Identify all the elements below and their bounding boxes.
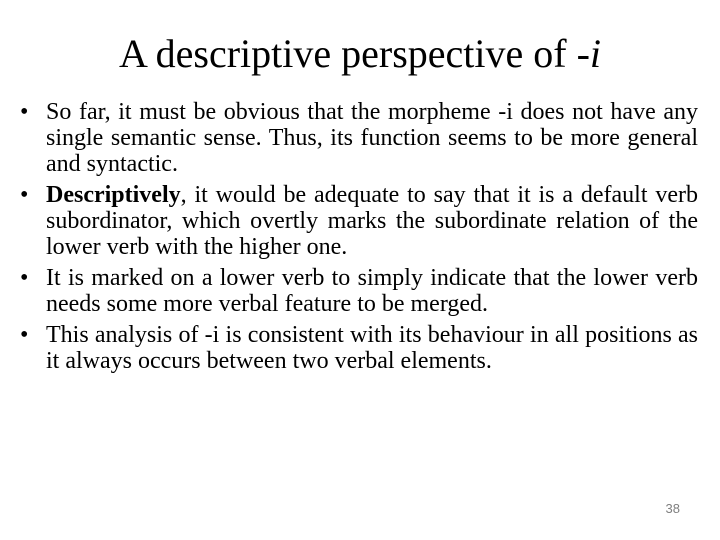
bullet-text — [46, 265, 698, 317]
bullet-item — [20, 99, 698, 177]
bullet-text — [46, 182, 698, 260]
bullet-body-text: , it would be adequate to say that it is a default verb subordinator, which overtly marks the subordinate relation of the lower verb with the higher one. — [46, 182, 698, 260]
bullet-body-text: This analysis of -i is consistent with its behaviour in all positions as it always occurs between two verbal elements. — [46, 322, 698, 374]
slide-title-text: A descriptive perspective of — [118, 31, 577, 76]
bullet-icon: • — [20, 322, 29, 348]
bullet-icon: • — [20, 99, 29, 125]
bullet-body-text: It is marked on a lower verb to simply indicate that the lower verb needs some more verbal feature to be merged. — [46, 265, 698, 317]
bullet-text — [46, 99, 698, 177]
bullet-item — [20, 182, 698, 260]
bullet-item — [20, 265, 698, 317]
slide-title — [0, 30, 720, 78]
page-number: 38 — [665, 501, 680, 516]
bullet-icon: • — [20, 265, 29, 291]
bullet-bold-lead: Descriptively — [46, 182, 181, 208]
bullet-body-text: So far, it must be obvious that the morpheme -i does not have any single semantic sense. Thus, its function seems to be more general and syntactic. — [46, 99, 698, 177]
bullet-text — [46, 322, 698, 374]
slide-title-italic-morpheme: -i — [576, 31, 602, 76]
bullet-list — [20, 99, 698, 379]
bullet-item — [20, 322, 698, 374]
bullet-icon: • — [20, 182, 29, 208]
